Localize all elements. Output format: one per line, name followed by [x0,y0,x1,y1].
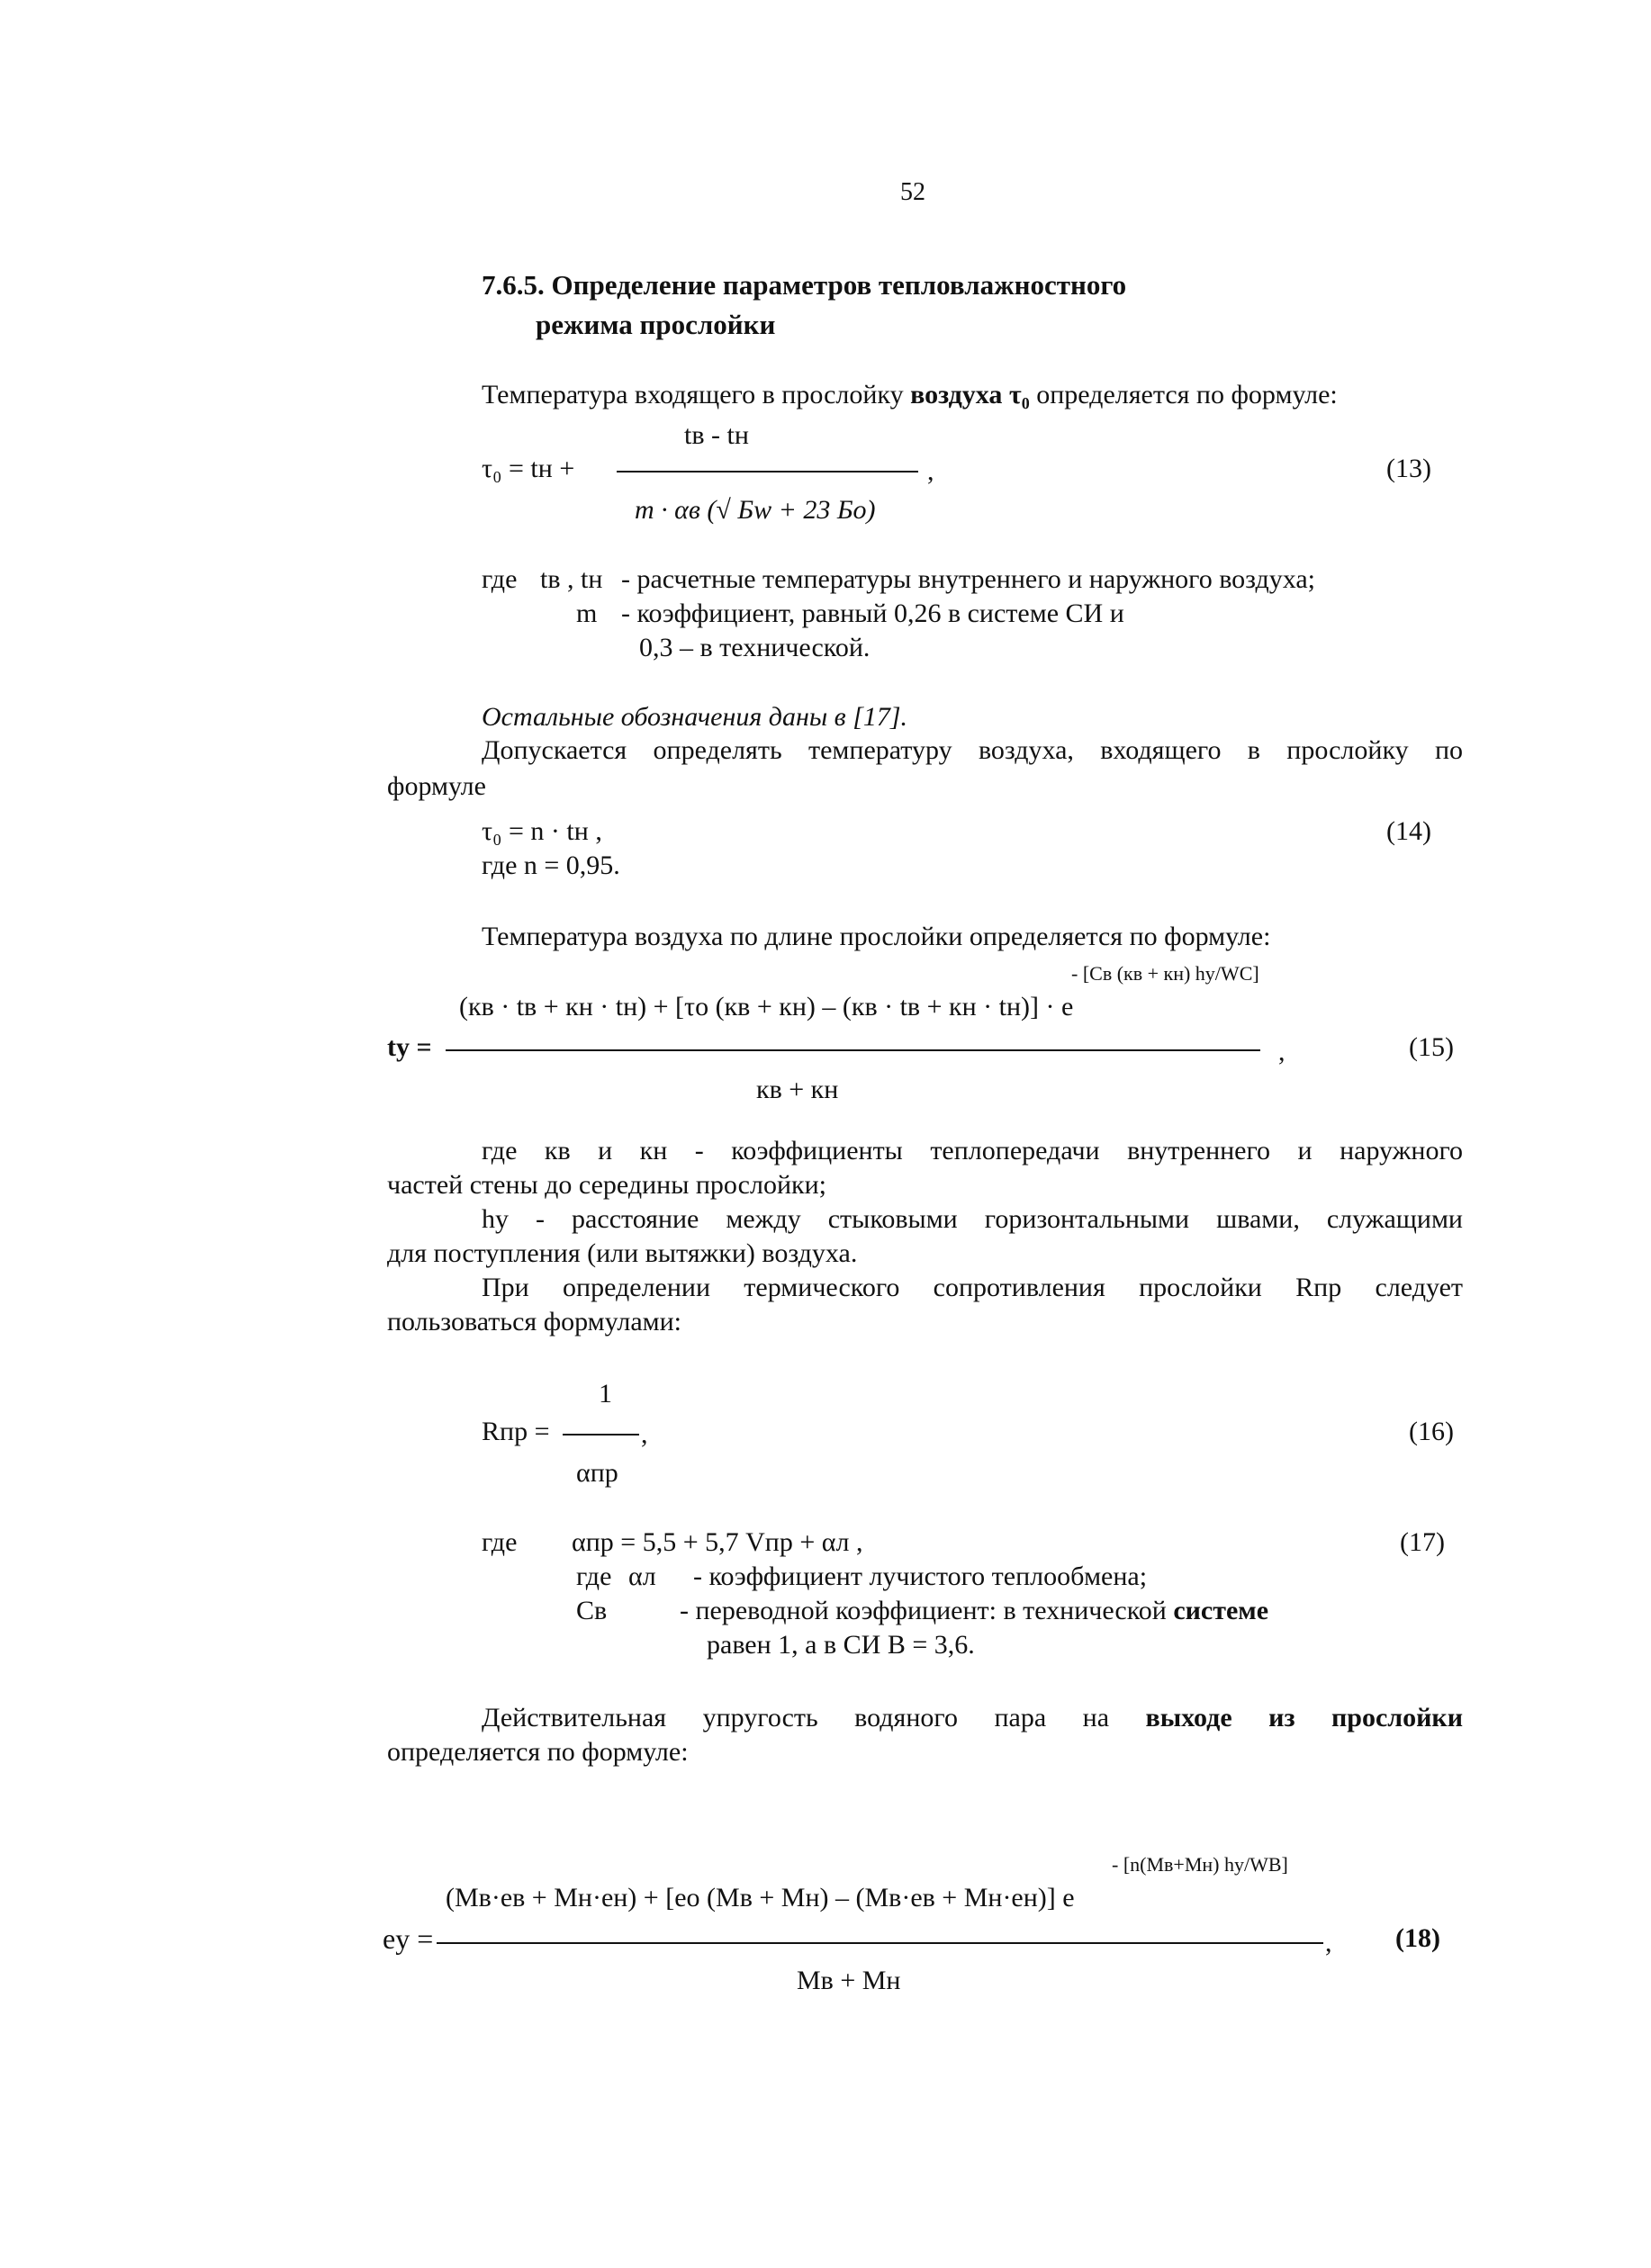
vapor-line2: определяется по формуле: [387,1737,689,1767]
eq15-lhs: ty = [387,1032,432,1062]
section-heading [482,268,1126,302]
eq17-desc3: равен 1, а в СИ В = 3,6. [707,1630,975,1660]
intro-text-after: определяется по формуле: [1029,380,1338,410]
eq17-desc2-before: - переводной коэффициент: в технической [680,1596,1174,1625]
eq15-exponent: - [Cв (кв + кн) hy/WC] [1071,962,1259,985]
eq18-denominator: Mв + Mн [797,1966,901,1995]
vapor-line1-bold: выходе из прослойки [1145,1703,1463,1732]
vapor-line1-before: Действительная упругость водяного пара на [482,1703,1146,1732]
eq18-fraction-bar [437,1942,1323,1944]
eq15-numerator: (кв · tв + кн · tн) + [τo (кв + кн) – (кв · tв + кн · tн)] · e [459,992,1074,1022]
where15-line1: где кв и кн - коэффициенты теплопередачи внутреннего и наружного [482,1136,1463,1166]
eq18-numerator: (Mв·eв + Mн·eн) + [eo (Mв + Mн) – (Mв·eв + Mн·eн)] e [446,1883,1075,1912]
eq18-label: (18) [1395,1923,1440,1953]
eq14-where-n: где n = 0,95. [482,850,620,880]
section-title-line2: режима прослойки [536,309,776,340]
eq16-denominator: αпр [576,1458,618,1488]
where13-var2: m [576,598,598,628]
eq13-fraction-bar [617,471,918,472]
eq17-desc1: - коэффициент лучистого теплообмена; [693,1562,1148,1591]
eq15-denominator: кв + кн [756,1075,839,1104]
eq17-formula: αпр = 5,5 + 5,7 Vпр + αл , [572,1527,863,1557]
where13-desc2b: 0,3 – в технической. [639,633,871,662]
eq13-label: (13) [1386,454,1431,483]
section-title-line1: Определение параметров тепловлажностного [551,269,1127,301]
vapor-line1 [482,1701,1463,1735]
eq16-comma: , [641,1419,648,1449]
along-paragraph: Температура воздуха по длине прослойки определяется по формуле: [482,922,1271,951]
resist-line2: пользоваться формулами: [387,1307,682,1336]
eq17-desc2 [680,1594,1268,1628]
where13-desc2a: - коэффициент, равный 0,26 в системе СИ и [621,598,1124,628]
eq16-lhs: Rпр = [482,1417,550,1446]
eq18-lhs: ey = [383,1922,434,1955]
where15-line3: hy - расстояние между стыковыми горизонтальными швами, служащими [482,1204,1463,1234]
rest-note: Остальные обозначения даны в [17]. [482,702,908,732]
where13-desc1: - расчетные температуры внутреннего и наружного воздуха; [621,564,1316,594]
eq16-fraction-bar [563,1434,639,1436]
section-number: 7.6.5. [482,269,545,301]
eq17-sub-where: где [576,1562,612,1591]
eq17-label: (17) [1400,1527,1445,1557]
eq18-exponent: - [n(Mв+Mн) hy/WB] [1112,1853,1288,1876]
eq16-numerator: 1 [599,1379,612,1408]
resist-line1: При определении термического сопротивления прослойки Rпр следует [482,1273,1463,1302]
eq13-denominator: m · αв (√ Бw + 23 Бo) [635,495,876,525]
eq17-desc2-bold: системе [1173,1596,1269,1625]
page-number: 52 [900,178,925,206]
eq13-comma: , [927,456,934,486]
intro-text-before: Температура входящего в прослойку [482,380,911,410]
intro-text-bold: воздуха τ₀ [910,380,1030,410]
eq15-label: (15) [1409,1032,1454,1062]
allow-line2: формуле [387,771,486,801]
where13-where: где [482,564,518,594]
eq14-label: (14) [1386,816,1431,846]
allow-line1: Допускается определять температуру воздуха, входящего в прослойку по [482,735,1463,765]
eq17-where: где [482,1527,518,1557]
eq15-comma: , [1278,1037,1286,1066]
eq17-var2: Св [576,1596,608,1625]
intro-paragraph [482,378,1338,412]
eq18-comma: , [1325,1928,1332,1958]
eq16-label: (16) [1409,1417,1454,1446]
eq13-numerator: tв - tн [684,420,749,450]
eq17-var1: αл [628,1562,656,1591]
eq15-fraction-bar [446,1049,1260,1051]
eq13-lhs: τ₀ = tн + [482,454,575,483]
eq14-formula: τ₀ = n · tн , [482,816,602,846]
where15-line2: частей стены до середины прослойки; [387,1170,826,1200]
where15-line4: для поступления (или вытяжки) воздуха. [387,1238,858,1268]
where13-vars1: tв , tн [540,564,603,594]
